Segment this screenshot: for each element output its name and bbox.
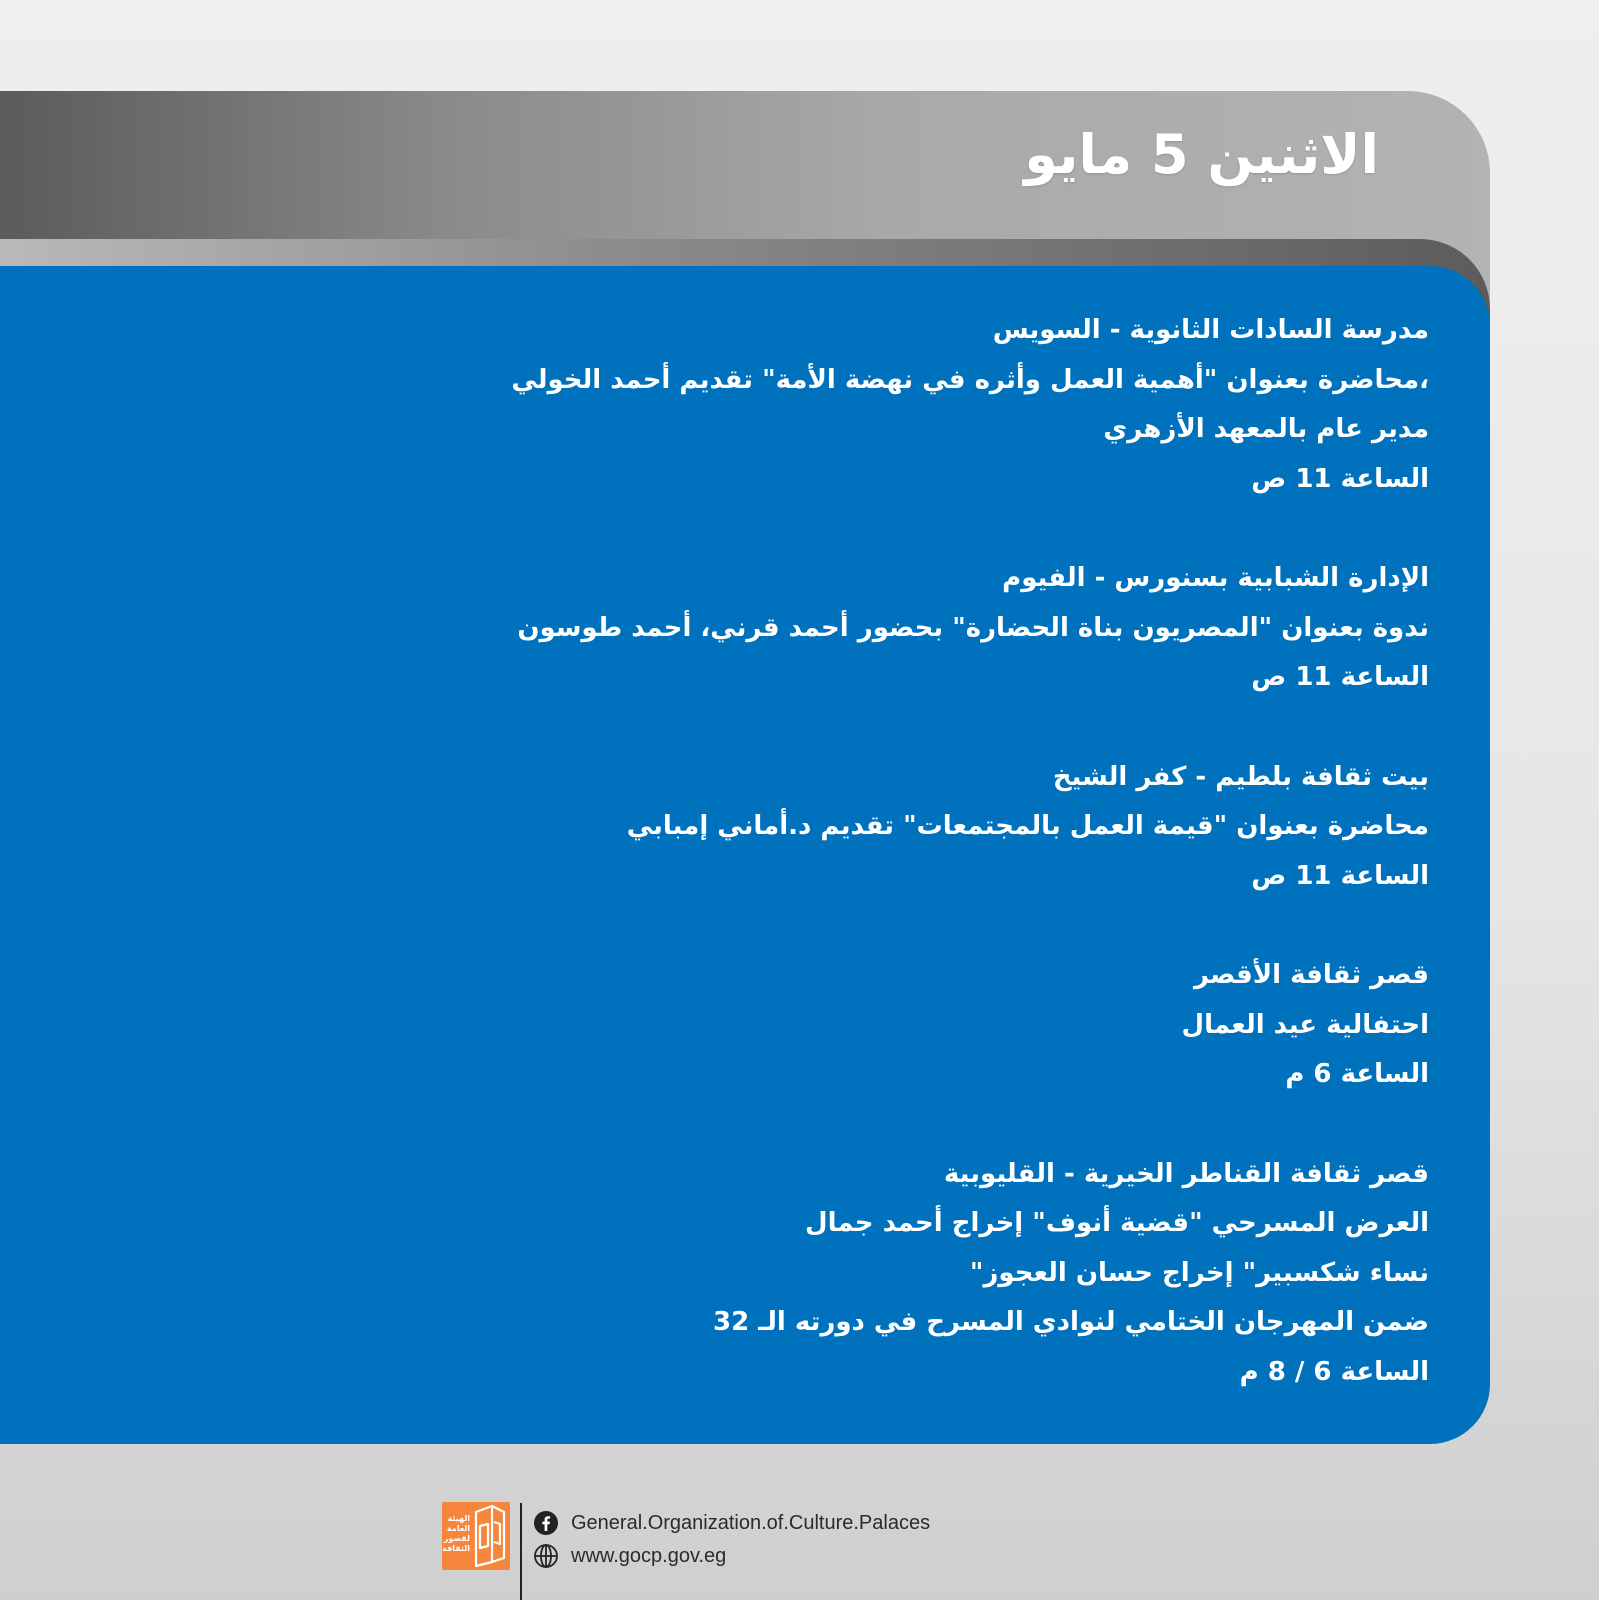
logo-text: الهيئة العامة لقصور الثقافة [442,1514,470,1553]
event-item [229,306,1429,504]
event-venue: الإدارة الشبابية بسنورس - الفيوم [1002,563,1429,593]
event-venue: قصر ثقافة القناطر الخيرية - القليوبية [943,1158,1429,1189]
website-url: www.gocp.gov.eg [571,1544,727,1567]
event-time: الساعة 6 م [1285,1059,1429,1089]
event-description: ندوة بعنوان "المصريون بناة الحضارة" بحضور أحمد قرني، أحمد طوسون [517,612,1429,643]
event-description: نساء شكسبير" إخراج حسان العجوز" [969,1257,1429,1288]
event-time: الساعة 11 ص [1251,860,1429,891]
event-description: مدير عام بالمعهد الأزهري [1103,414,1429,444]
facebook-icon [533,1510,559,1536]
event-description: ،محاضرة بعنوان "أهمية العمل وأثره في نهضة الأمة" تقديم أحمد الخولي [511,364,1429,395]
event-description: محاضرة بعنوان "قيمة العمل بالمجتمعات" تقديم د.أماني إمبابي [626,811,1429,841]
footer-divider [520,1503,522,1600]
event-item [229,1150,1429,1398]
event-venue: بيت ثقافة بلطيم - كفر الشيخ [1052,761,1429,792]
facebook-handle: General.Organization.of.Culture.Palaces [571,1511,931,1534]
event-description: احتفالية عيد العمال [1181,1009,1429,1040]
globe-icon [533,1543,559,1569]
event-item [229,951,1429,1100]
website-link[interactable] [533,1541,726,1571]
event-venue: مدرسة السادات الثانوية - السويس [992,315,1429,345]
event-item [229,554,1429,703]
event-description: ضمن المهرجان الختامي لنوادي المسرح في دورته الـ 32 [712,1307,1429,1337]
event-venue: قصر ثقافة الأقصر [1193,960,1429,990]
event-time: الساعة 11 ص [1251,662,1429,692]
event-time: الساعة 6 / 8 م [1239,1356,1429,1387]
event-time: الساعة 11 ص [1251,463,1429,494]
gocp-logo [442,1502,510,1570]
event-description: العرض المسرحي "قضية أنوف" إخراج أحمد جمال [805,1208,1429,1238]
page-title: الاثنين 5 مايو [1024,123,1379,186]
facebook-link[interactable] [533,1508,930,1538]
event-item [229,753,1429,902]
events-list [229,306,1429,1447]
